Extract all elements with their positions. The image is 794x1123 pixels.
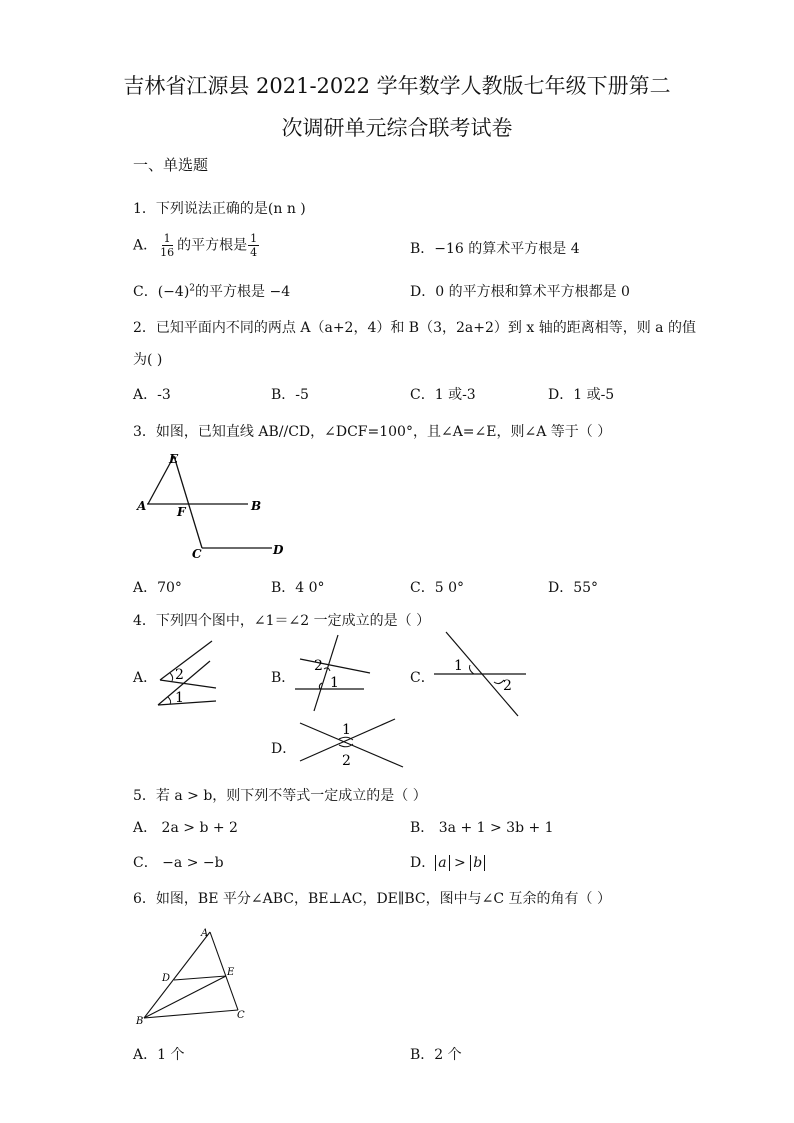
q1-option-a bbox=[133, 232, 260, 259]
q2-option-a: A．-3 bbox=[133, 387, 171, 403]
q4-option-b: B． bbox=[271, 670, 296, 686]
q1-a-label: A． bbox=[133, 237, 158, 254]
q4-option-a: A． bbox=[133, 670, 158, 686]
q5-option-c: C． −a > −b bbox=[133, 855, 224, 871]
q6-option-a: A．1 个 bbox=[133, 1047, 185, 1063]
svg-text:1: 1 bbox=[454, 658, 463, 674]
q5-option-a: A． 2a > b + 2 bbox=[133, 820, 238, 836]
q3-option-c: C．5 0° bbox=[410, 580, 464, 596]
q4-stem: 4．下列四个图中，∠1＝∠2 一定成立的是（ ） bbox=[133, 613, 431, 629]
q4-option-c: C． bbox=[410, 670, 435, 686]
q2-stem-line1: 2．已知平面内不同的两点 A（a+2，4）和 B（3，2a+2）到 x 轴的距离相等，则 a 的值 bbox=[133, 320, 696, 336]
q1-a-fraction-2: $\frac{1}{4}$ bbox=[250, 232, 258, 259]
exam-title-line2: 次调研单元综合联考试卷 bbox=[281, 116, 513, 140]
q6-label-e: E bbox=[227, 967, 235, 978]
q2-stem-line2: 为( ) bbox=[133, 352, 163, 368]
q4-figure-a bbox=[150, 635, 225, 715]
q3-option-d: D．55° bbox=[548, 580, 599, 596]
exam-title-line1: 吉林省江源县 2021-2022 学年数学人教版七年级下册第二 bbox=[123, 74, 671, 98]
q4-option-d: D． bbox=[271, 741, 297, 757]
svg-text:2: 2 bbox=[342, 753, 351, 769]
q6-label-b: B bbox=[136, 1016, 144, 1027]
q3-label-d: D bbox=[273, 543, 284, 557]
svg-text:1: 1 bbox=[175, 690, 184, 706]
svg-text:2: 2 bbox=[314, 658, 323, 674]
q4-figure-b bbox=[290, 633, 375, 715]
q2-option-d: D．1 或-5 bbox=[548, 387, 615, 403]
q5-option-b: B． 3a + 1 > 3b + 1 bbox=[410, 820, 554, 836]
q3-label-e: E bbox=[169, 452, 179, 466]
q3-stem: 3．如图，已知直线 AB//CD，∠DCF=100°，且∠A=∠E，则∠A 等于（ ） bbox=[133, 424, 612, 440]
q1-option-b: B．−16 的算术平方根是 4 bbox=[410, 241, 580, 257]
q6-label-c: C bbox=[237, 1010, 245, 1021]
q6-stem: 6．如图，BE 平分∠ABC，BE⊥AC，DE∥BC，图中与∠C 互余的角有（ ） bbox=[133, 891, 611, 907]
q4-figure-c bbox=[432, 630, 532, 718]
svg-text:1: 1 bbox=[342, 722, 351, 738]
q1-option-d: D．0 的平方根和算术平方根都是 0 bbox=[410, 284, 630, 300]
q3-figure bbox=[130, 448, 300, 563]
section-heading: 一、单选题 bbox=[133, 156, 209, 174]
q3-label-a: A bbox=[137, 499, 147, 513]
q1-a-fraction-1: $\frac{1}{16}$ bbox=[160, 232, 175, 259]
q6-label-a: A bbox=[201, 928, 209, 939]
svg-text:2: 2 bbox=[175, 667, 184, 683]
q3-label-c: C bbox=[192, 547, 202, 561]
q3-option-a: A．70° bbox=[133, 580, 182, 596]
q2-option-c: C．1 或-3 bbox=[410, 387, 476, 403]
q5-option-d: D． a > b bbox=[410, 852, 485, 872]
svg-text:2: 2 bbox=[503, 678, 512, 694]
q1-a-mid: 的平方根是 bbox=[177, 237, 248, 254]
q6-label-d: D bbox=[162, 973, 171, 984]
svg-text:1: 1 bbox=[330, 675, 339, 691]
q3-label-f: F bbox=[177, 505, 186, 519]
q5-stem: 5．若 a > b，则下列不等式一定成立的是（ ） bbox=[133, 788, 427, 804]
q6-figure bbox=[130, 918, 265, 1030]
q3-label-b: B bbox=[251, 499, 262, 513]
q1-stem: 1．下列说法正确的是(n n ) bbox=[133, 201, 306, 217]
q3-option-b: B．4 0° bbox=[271, 580, 325, 596]
q2-option-b: B．-5 bbox=[271, 387, 309, 403]
q1-option-c: C．$(-4)^2$的平方根是 −4 bbox=[133, 283, 291, 300]
q6-option-b: B．2 个 bbox=[410, 1047, 462, 1063]
q4-figure-d bbox=[295, 717, 405, 772]
